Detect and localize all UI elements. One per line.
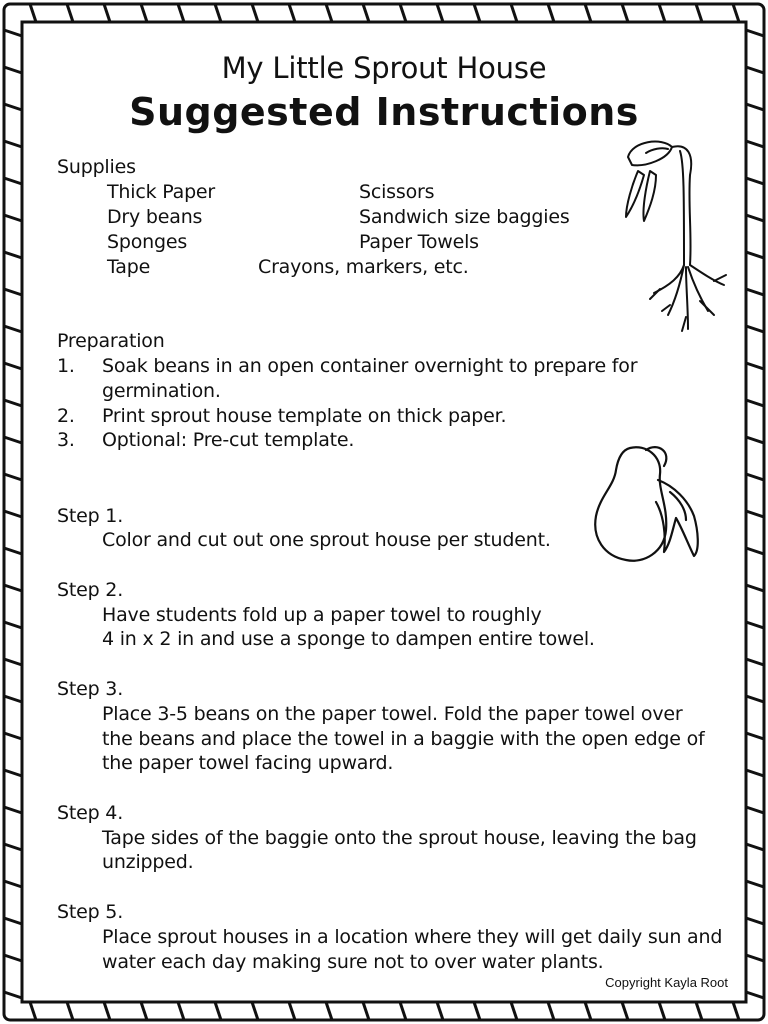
step-text: the beans and place the towel in a baggie with the open edge of: [102, 728, 705, 750]
prep-number: 2.: [57, 405, 75, 427]
step-text: Have students fold up a paper towel to roughly: [102, 604, 542, 626]
sprout-icon: [610, 135, 735, 340]
step-text: unzipped.: [102, 851, 194, 873]
page-subtitle: Suggested Instructions: [129, 90, 639, 134]
step-text: Place sprout houses in a location where they will get daily sun and: [102, 926, 723, 948]
preparation-heading: Preparation: [57, 330, 165, 352]
supply-item: Paper Towels: [359, 231, 479, 253]
step-text: Place 3-5 beans on the paper towel. Fold the paper towel over: [102, 703, 683, 725]
step-text: the paper towel facing upward.: [102, 752, 394, 774]
supplies-heading: Supplies: [57, 156, 136, 178]
prep-text: Optional: Pre-cut template.: [102, 429, 355, 451]
page-title: My Little Sprout House: [221, 51, 547, 85]
copyright: Copyright Kayla Root: [605, 975, 728, 990]
supply-item: Sandwich size baggies: [359, 206, 570, 228]
bean-icon: [590, 440, 710, 570]
supply-item: Sponges: [107, 231, 188, 253]
prep-text: Soak beans in an open container overnight to prepare for: [102, 355, 638, 377]
step-label: Step 1.: [57, 505, 124, 527]
prep-text: Print sprout house template on thick paper.: [102, 405, 507, 427]
prep-text: germination.: [102, 380, 221, 402]
step-label: Step 4.: [57, 802, 124, 824]
step-text: Color and cut out one sprout house per student.: [102, 529, 551, 551]
step-text: 4 in x 2 in and use a sponge to dampen entire towel.: [102, 628, 595, 650]
supply-item: Crayons, markers, etc.: [258, 256, 469, 278]
supply-item: Dry beans: [107, 206, 203, 228]
prep-number: 3.: [57, 429, 75, 451]
step-label: Step 3.: [57, 678, 124, 700]
step-text: Tape sides of the baggie onto the sprout house, leaving the bag: [102, 827, 697, 849]
supply-item: Scissors: [359, 181, 435, 203]
supply-item: Thick Paper: [107, 181, 216, 203]
step-label: Step 5.: [57, 901, 124, 923]
supply-item: Tape: [107, 256, 151, 278]
prep-number: 1.: [57, 355, 75, 377]
step-text: water each day making sure not to over water plants.: [102, 951, 604, 973]
step-label: Step 2.: [57, 579, 124, 601]
